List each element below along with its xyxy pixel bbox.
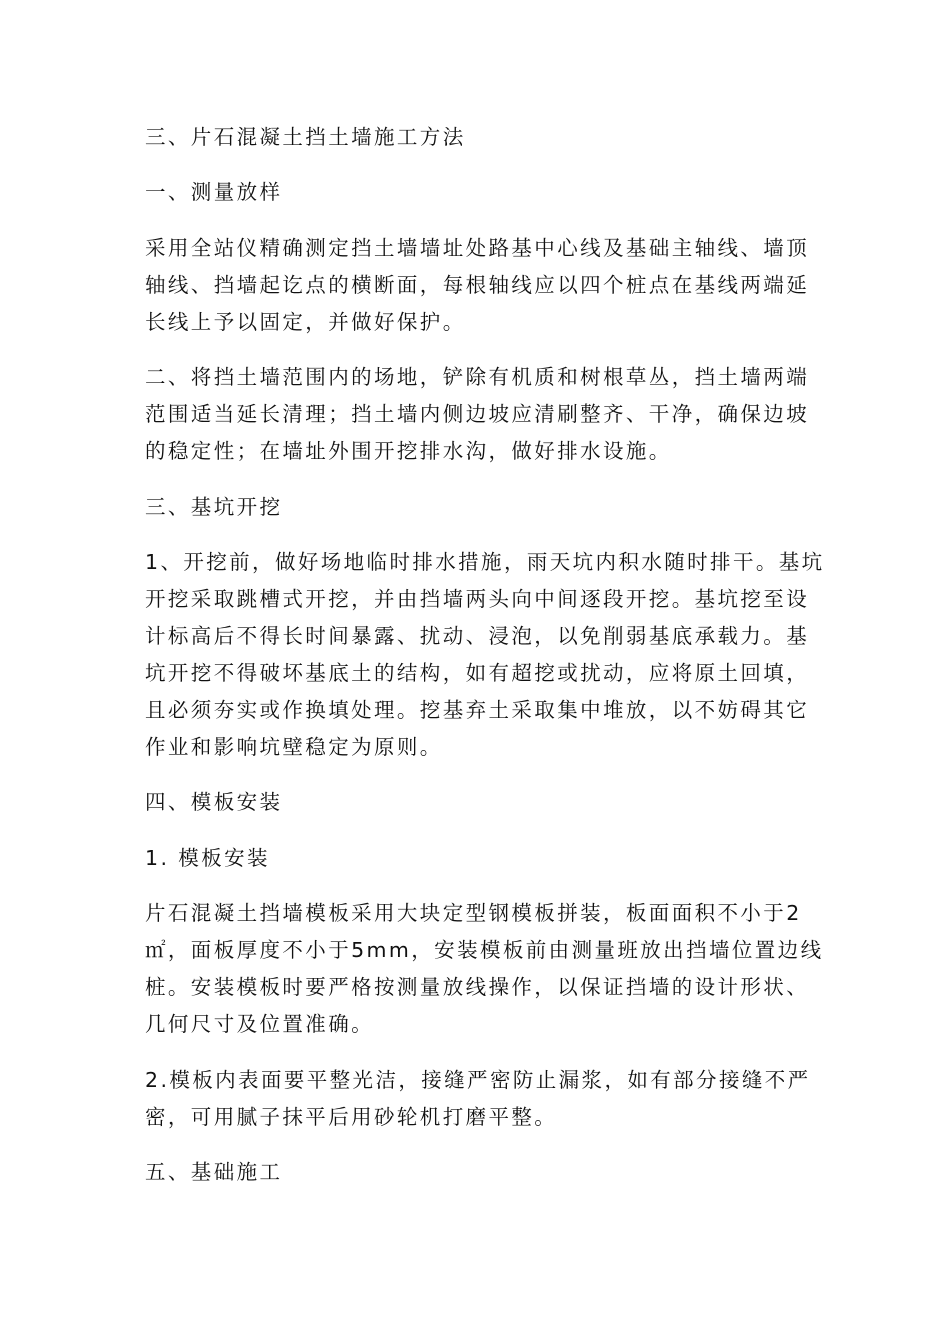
section-heading-excavation: 三、基坑开挖 bbox=[145, 495, 283, 519]
paragraph-line: ㎡，面板厚度不小于5mm，安装模板前由测量班放出挡墙位置边线 bbox=[145, 938, 824, 962]
paragraph-line: 长线上予以固定，并做好保护。 bbox=[145, 310, 466, 334]
paragraph-line: 1、开挖前，做好场地临时排水措施，雨天坑内积水随时排干。基坑 bbox=[145, 550, 825, 574]
paragraph-line: 计标高后不得长时间暴露、扰动、浸泡，以免削弱基底承载力。基 bbox=[145, 624, 810, 648]
paragraph-line: 片石混凝土挡墙模板采用大块定型钢模板拼装，板面面积不小于2 bbox=[145, 901, 802, 925]
paragraph-line: 坑开挖不得破坏基底土的结构，如有超挖或扰动，应将原土回填， bbox=[145, 661, 810, 685]
paragraph-line: 二、将挡土墙范围内的场地，铲除有机质和树根草丛，挡土墙两端 bbox=[145, 365, 810, 389]
paragraph-line: 作业和影响坑壁稳定为原则。 bbox=[145, 735, 443, 759]
paragraph-line: 桩。安装模板时要严格按测量放线操作，以保证挡墙的设计形状、 bbox=[145, 975, 810, 999]
paragraph-line: 采用全站仪精确测定挡土墙墙址处路基中心线及基础主轴线、墙顶 bbox=[145, 236, 810, 260]
paragraph-line: 的稳定性；在墙址外围开挖排水沟，做好排水设施。 bbox=[145, 439, 672, 463]
section-title: 三、片石混凝土挡土墙施工方法 bbox=[145, 125, 466, 149]
section-heading-foundation: 五、基础施工 bbox=[145, 1160, 283, 1184]
paragraph-line: 2.模板内表面要平整光洁，接缝严密防止漏浆，如有部分接缝不严 bbox=[145, 1068, 811, 1092]
paragraph-line: 范围适当延长清理；挡土墙内侧边坡应清刷整齐、干净，确保边坡 bbox=[145, 402, 810, 426]
paragraph-line: 轴线、挡墙起讫点的横断面，每根轴线应以四个桩点在基线两端延 bbox=[145, 273, 810, 297]
section-heading-formwork: 四、模板安装 bbox=[145, 790, 283, 814]
section-heading-survey: 一、测量放样 bbox=[145, 180, 283, 204]
paragraph-line: 密，可用腻子抹平后用砂轮机打磨平整。 bbox=[145, 1105, 558, 1129]
paragraph-line: 且必须夯实或作换填处理。挖基弃土采取集中堆放，以不妨碍其它 bbox=[145, 698, 810, 722]
paragraph-line: 几何尺寸及位置准确。 bbox=[145, 1012, 374, 1036]
paragraph-line: 开挖采取跳槽式开挖，并由挡墙两头向中间逐段开挖。基坑挖至设 bbox=[145, 587, 810, 611]
subsection-heading-formwork: 1. 模板安装 bbox=[145, 846, 270, 870]
